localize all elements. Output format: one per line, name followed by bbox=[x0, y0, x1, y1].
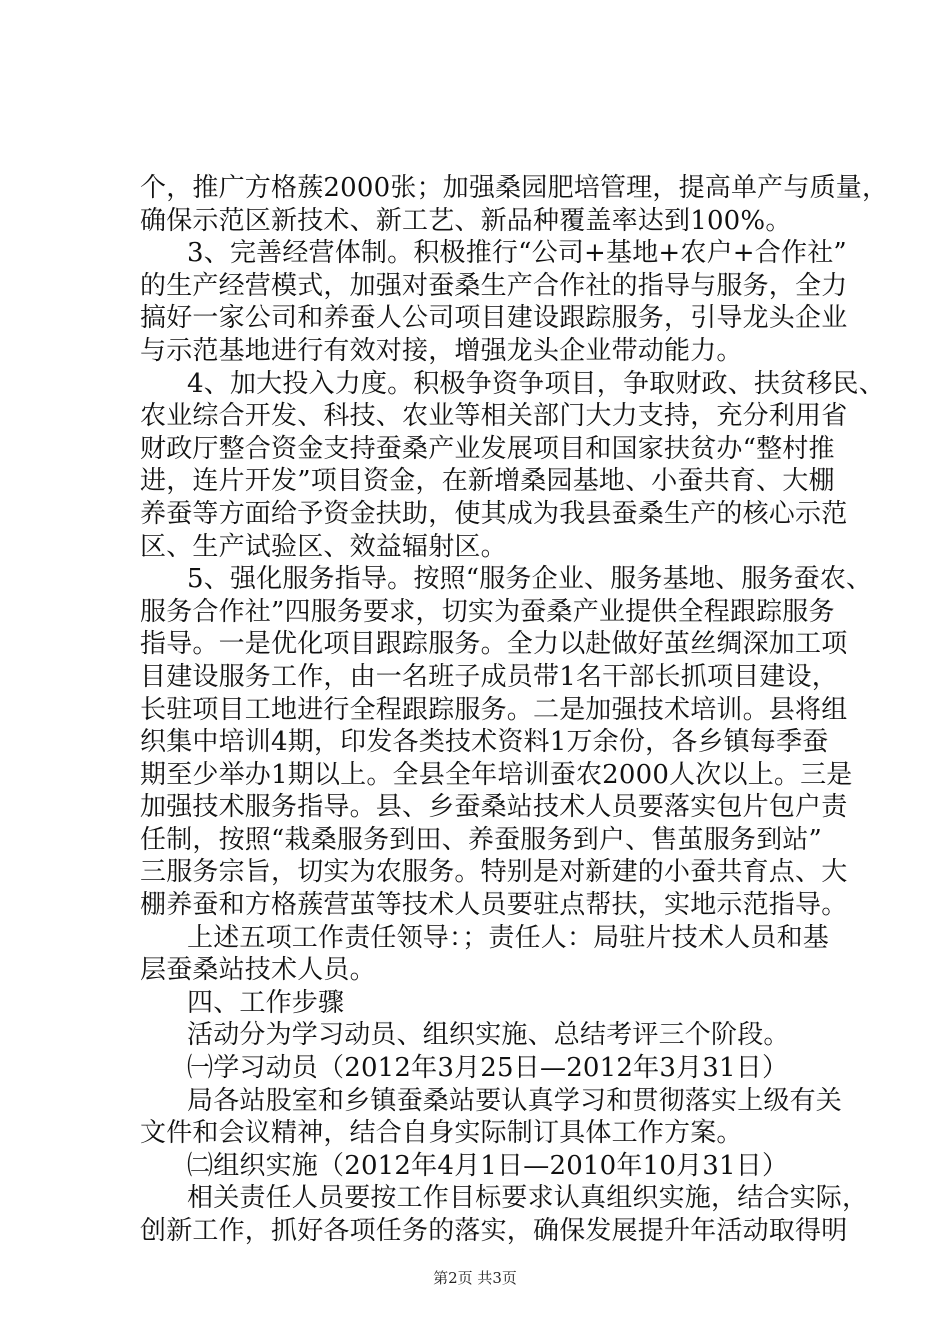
text-line: 指导。一是优化项目跟踪服务。全力以赴做好茧丝绸深加工项 bbox=[140, 629, 848, 660]
page-footer bbox=[0, 1268, 950, 1288]
text-line: 区、生产试验区、效益辐射区。 bbox=[140, 531, 507, 562]
text-line: 财政厅整合资金支持蚕桑产业发展项目和国家扶贫办“整村推 bbox=[140, 433, 835, 464]
text-line: 个，推广方格蔟2000张；加强桑园肥培管理，提高单产与质量， bbox=[140, 173, 889, 203]
text-line: 棚养蚕和方格蔟营茧等技术人员要驻点帮扶，实地示范指导。 bbox=[140, 890, 848, 921]
text-line: 搞好一家公司和养蚕人公司项目建设跟踪服务，引导龙头企业 bbox=[140, 303, 848, 334]
paragraph-heading: 3、完善经营体制。积极推行“公司+基地+农户+合作社” bbox=[187, 238, 847, 269]
text-line: 的生产经营模式，加强对蚕桑生产合作社的指导与服务，全力 bbox=[140, 270, 848, 301]
text-line: 上述五项工作责任领导：；责任人：局驻片技术人员和基 bbox=[187, 922, 830, 953]
document-body bbox=[140, 172, 889, 1248]
text-line: 农业综合开发、科技、农业等相关部门大力支持，充分利用省 bbox=[140, 401, 848, 432]
paragraph-heading: 4、加大投入力度。积极争资争项目，争取财政、扶贫移民、 bbox=[187, 368, 885, 399]
text-line: 目建设服务工作，由一名班子成员带1名干部长抓项目建设， bbox=[140, 661, 838, 692]
subsection-heading: ㈠学习动员（2012年3月25日—2012年3月31日） bbox=[187, 1053, 789, 1084]
text-line: 织集中培训4期，印发各类技术资料1万余份，各乡镇每季蚕 bbox=[140, 727, 829, 758]
text-line: 层蚕桑站技术人员。 bbox=[140, 955, 376, 986]
text-line: 进，连片开发”项目资金，在新增桑园基地、小蚕共育、大棚 bbox=[140, 466, 835, 497]
text-line: 活动分为学习动员、组织实施、总结考评三个阶段。 bbox=[187, 1020, 790, 1051]
text-line: 创新工作，抓好各项任务的落实，确保发展提升年活动取得明 bbox=[140, 1216, 848, 1246]
section-heading: 四、工作步骤 bbox=[187, 987, 345, 1018]
text-line: 确保示范区新技术、新工艺、新品种覆盖率达到100%。 bbox=[140, 205, 792, 236]
paragraph-heading: 5、强化服务指导。按照“服务企业、服务基地、服务蚕农、 bbox=[187, 564, 873, 595]
text-line: 局各站股室和乡镇蚕桑站要认真学习和贯彻落实上级有关 bbox=[187, 1085, 843, 1116]
subsection-heading: ㈡组织实施（2012年4月1日—2010年10月31日） bbox=[187, 1150, 789, 1181]
text-line: 文件和会议精神，结合自身实际制订具体工作方案。 bbox=[140, 1118, 743, 1149]
text-line: 加强技术服务指导。县、乡蚕桑站技术人员要落实包片包户责 bbox=[140, 792, 848, 823]
page-number: 第2页 共3页 bbox=[433, 1269, 517, 1287]
text-line: 任制，按照“栽桑服务到田、养蚕服务到户、售茧服务到站” bbox=[140, 824, 822, 855]
text-line: 期至少举办1期以上。全县全年培训蚕农2000人次以上。三是 bbox=[140, 759, 853, 790]
text-line: 相关责任人员要按工作目标要求认真组织实施，结合实际， bbox=[187, 1183, 869, 1214]
text-line: 与示范基地进行有效对接，增强龙头企业带动能力。 bbox=[140, 335, 743, 366]
text-line: 养蚕等方面给予资金扶助，使其成为我县蚕桑生产的核心示范 bbox=[140, 498, 848, 529]
text-line: 长驻项目工地进行全程跟踪服务。二是加强技术培训。县将组 bbox=[140, 694, 848, 725]
text-line: 服务合作社”四服务要求，切实为蚕桑产业提供全程跟踪服务 bbox=[140, 596, 835, 627]
text-line: 三服务宗旨，切实为农服务。特别是对新建的小蚕共育点、大 bbox=[140, 857, 848, 888]
